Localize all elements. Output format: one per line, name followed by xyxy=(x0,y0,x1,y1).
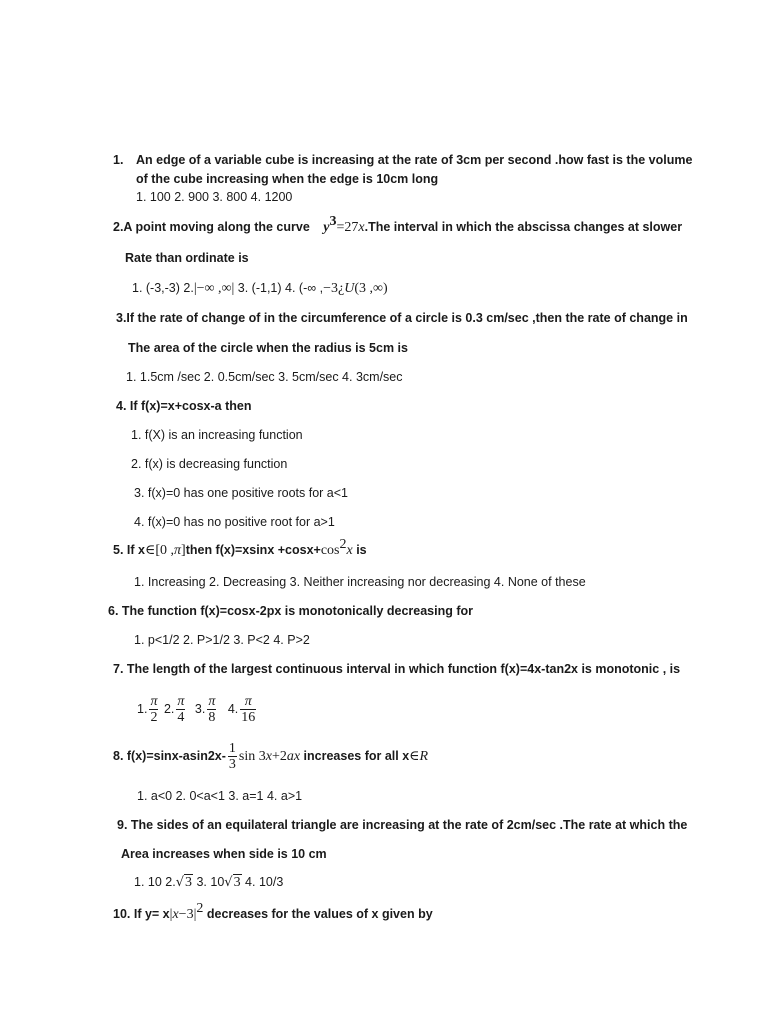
q8-h: R xyxy=(419,749,429,764)
q10-c: x xyxy=(172,907,179,922)
q6-text-line1: 6. The function f(x)=cosx-2px is monotonically decreasing for xyxy=(108,604,474,618)
q1-text-line1: An edge of a variable cube is increasing at the rate of 3cm per second .how fast is the volume xyxy=(136,153,693,167)
q2-opt6: (3 ,∞) xyxy=(354,281,388,296)
q3-text-line2: The area of the circle when the radius is 5cm is xyxy=(128,341,408,355)
q2-options xyxy=(132,280,388,297)
q5-e: ] xyxy=(181,543,186,558)
q2-opt3: 3. (-1,1) 4. (-∞ , xyxy=(234,281,324,295)
q2-opt5: U xyxy=(344,281,355,296)
q4-option-3: 3. f(x)=0 has one positive roots for a<1 xyxy=(134,486,349,500)
q1-options: 1. 100 2. 900 3. 800 4. 1200 xyxy=(136,190,293,204)
q8-options: 1. a<0 2. 0<a<1 3. a=1 4. a>1 xyxy=(137,789,303,803)
q8-f: increases for all x xyxy=(300,749,410,763)
q10-e: | xyxy=(193,907,197,922)
q5-b: ∈ xyxy=(144,543,156,558)
q10-b: | xyxy=(169,907,173,922)
q4-text-line1: 4. If f(x)=x+cosx-a then xyxy=(116,399,252,413)
q10-a: 10. If y= x xyxy=(113,907,170,921)
q7-o1: 1. xyxy=(137,702,148,716)
q8-d: +2 xyxy=(271,749,287,764)
q2-opt2: |−∞ ,∞| xyxy=(193,281,235,296)
q7-frac-3: $\frac{\pi}{8}$ xyxy=(208,694,216,726)
q7-text-line1: 7. The length of the largest continuous interval in which function f(x)=4x-tan2x is monotonic , is xyxy=(113,662,681,676)
q7-o3: 3. xyxy=(194,702,206,716)
q1-text-line2: of the cube increasing when the edge is 10cm long xyxy=(136,172,439,186)
q4-option-2: 2. f(x) is decreasing function xyxy=(131,457,288,471)
q8-b: sin 3 xyxy=(238,749,266,764)
q9-o2: 3. 10 xyxy=(193,875,225,889)
q9-options xyxy=(134,874,283,891)
q8-g: ∈ xyxy=(409,749,420,764)
q5-c: [0 , xyxy=(155,543,175,558)
q4-option-1: 1. f(X) is an increasing function xyxy=(131,428,303,442)
q10-d: −3 xyxy=(178,907,194,922)
q7-o4: 4. xyxy=(227,702,239,716)
q1-number: 1. xyxy=(113,153,124,167)
q6-options: 1. p<1/2 2. P>1/2 3. P<2 4. P>2 xyxy=(134,633,310,647)
q5-text-line1 xyxy=(113,537,367,559)
q9-o1: 1. 10 2. xyxy=(134,875,176,889)
q10-f: 2 xyxy=(196,901,204,916)
q9-text-line2: Area increases when side is 10 cm xyxy=(121,847,327,861)
q2-suffix: .The interval in which the abscissa changes at slower xyxy=(364,220,683,234)
q5-f: then f(x)=xsinx +cosx+ xyxy=(185,543,321,557)
q2-opt4: −3¿ xyxy=(323,281,345,296)
q8-c: x xyxy=(265,749,272,764)
q5-g: cos xyxy=(320,543,340,558)
q5-a: 5. If x xyxy=(113,543,145,557)
q9-sqrt-2: √3 xyxy=(224,875,241,890)
q2-eq-rest: =27 xyxy=(336,220,359,235)
q3-options: 1. 1.5cm /sec 2. 0.5cm/sec 3. 5cm/sec 4. 3cm/sec xyxy=(126,370,403,384)
q5-j: is xyxy=(352,543,367,557)
q7-frac-1: $\frac{\pi}{2}$ xyxy=(150,694,158,726)
q5-options: 1. Increasing 2. Decreasing 3. Neither increasing nor decreasing 4. None of these xyxy=(134,575,586,589)
q7-options xyxy=(137,690,258,728)
q7-frac-4: $\frac{\pi}{16}$ xyxy=(241,694,256,726)
q8-text-line1 xyxy=(113,737,428,776)
q2-eq-y: y xyxy=(323,220,330,235)
q10-text-line1 xyxy=(113,901,433,923)
q8-a: 8. f(x)=sinx-asin2x- xyxy=(113,749,226,763)
q7-o2: 2. xyxy=(163,702,175,716)
q5-i: x xyxy=(346,543,353,558)
q8-fraction: $\frac{1}{3}$ xyxy=(228,741,236,773)
q10-g: decreases for the values of x given by xyxy=(203,907,433,921)
q2-eq-exp: 3 xyxy=(329,214,337,229)
q8-e: ax xyxy=(286,749,301,764)
q2-eq-x: x xyxy=(358,220,365,235)
q9-text-line1: 9. The sides of an equilateral triangle are increasing at the rate of 2cm/sec .The rate at which the xyxy=(117,818,688,832)
q3-text-line1: 3.If the rate of change of in the circumference of a circle is 0.3 cm/sec ,then the rate of change in xyxy=(116,311,688,325)
q2-text-line2: Rate than ordinate is xyxy=(125,251,249,265)
q9-o3: 4. 10/3 xyxy=(241,875,284,889)
q5-d: π xyxy=(174,543,182,558)
q2-text-line1 xyxy=(113,214,683,236)
q9-sqrt-1: √3 xyxy=(175,875,192,890)
q2-prefix: 2.A point moving along the curve xyxy=(113,220,310,234)
q2-opt1: 1. (-3,-3) 2. xyxy=(132,281,194,295)
q4-option-4: 4. f(x)=0 has no positive root for a>1 xyxy=(134,515,335,529)
q7-frac-2: $\frac{\pi}{4}$ xyxy=(177,694,185,726)
q5-h: 2 xyxy=(339,537,347,552)
